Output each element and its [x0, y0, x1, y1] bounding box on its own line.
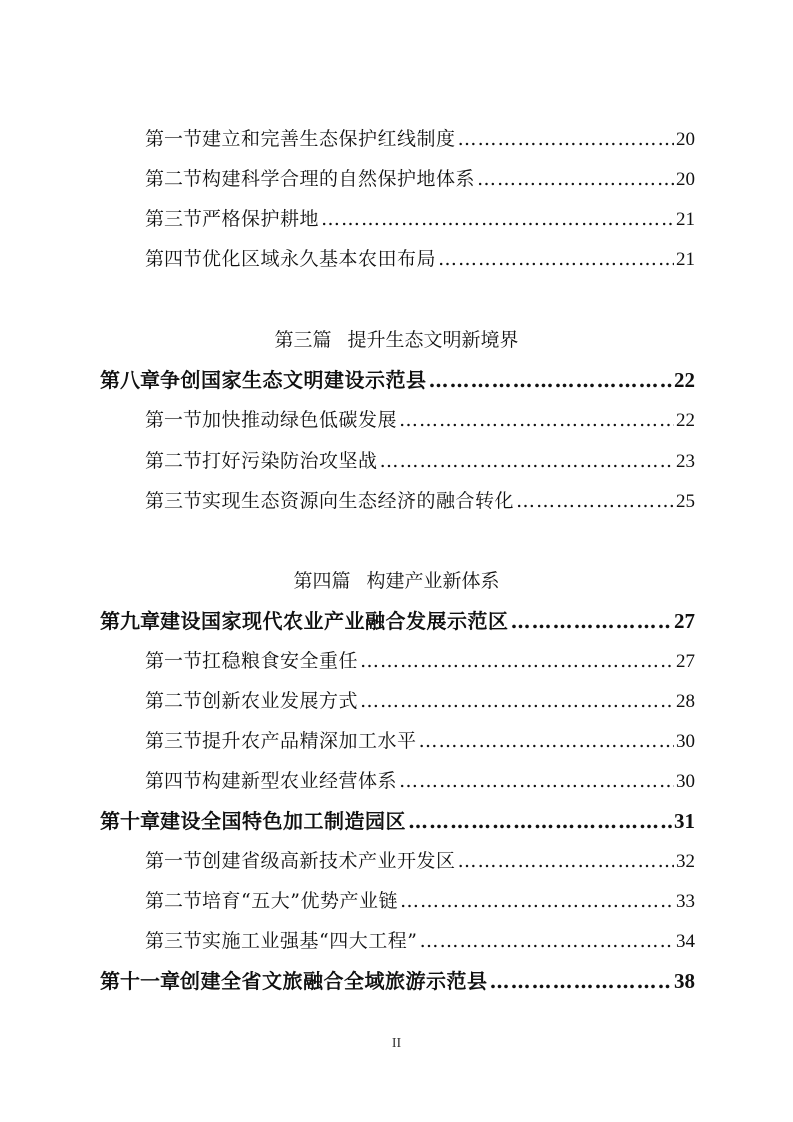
page-number: 31 [674, 809, 695, 833]
page-number: 32 [676, 851, 695, 872]
section-number: 第一节 [145, 128, 203, 150]
page-footer-number: II [391, 1036, 402, 1051]
chapter-number: 第十一章 [100, 969, 180, 993]
section-title: 构建新型农业经营体系 [202, 770, 398, 792]
leader-dots [477, 168, 674, 190]
section-title: 建立和完善生态保护红线制度 [202, 128, 456, 150]
section-number: 第二节 [145, 450, 203, 472]
section-number: 第三节 [145, 208, 203, 230]
chapter-number: 第九章 [100, 609, 160, 633]
page-number: 22 [676, 410, 695, 431]
toc-entry[interactable] [145, 886, 695, 913]
section-number: 第三节 [145, 490, 203, 512]
part-heading [0, 566, 793, 593]
leader-dots [458, 850, 674, 872]
chapter-title: 建设全国特色加工制造园区 [160, 809, 406, 833]
page-number: 38 [674, 969, 695, 993]
chapter-title: 建设国家现代农业产业融合发展示范区 [160, 609, 509, 633]
leader-dots [419, 930, 674, 952]
chapter-number: 第八章 [100, 368, 160, 392]
section-number: 第三节 [145, 730, 203, 752]
leader-dots [429, 368, 673, 392]
page-number: 21 [676, 209, 695, 230]
page-number: 20 [676, 169, 695, 190]
leader-dots [516, 490, 674, 512]
page-number: 21 [676, 249, 695, 270]
section-number: 第四节 [145, 770, 203, 792]
part-number: 第四篇 [293, 570, 351, 592]
section-title: 实施工业强基“四大工程” [202, 930, 418, 952]
part-heading [0, 325, 793, 352]
section-number: 第三节 [145, 930, 203, 952]
section-number: 第一节 [145, 409, 203, 431]
page-number: 25 [676, 491, 695, 512]
chapter-title: 创建全省文旅融合全域旅游示范县 [180, 969, 488, 993]
leader-dots [399, 409, 674, 431]
leader-dots [511, 609, 673, 633]
section-title: 实现生态资源向生态经济的融合转化 [202, 490, 515, 512]
leader-dots [380, 450, 674, 472]
page-number: 30 [676, 731, 695, 752]
section-title: 严格保护耕地 [202, 208, 320, 230]
page-number: 20 [676, 129, 695, 150]
leader-dots [400, 890, 674, 912]
toc-entry[interactable] [145, 446, 695, 473]
page-number: 30 [676, 771, 695, 792]
leader-dots [438, 248, 674, 270]
leader-dots [399, 770, 674, 792]
section-number: 第二节 [145, 168, 203, 190]
toc-chapter[interactable] [100, 605, 695, 634]
toc-chapter[interactable] [100, 965, 695, 994]
page-number: 27 [674, 609, 695, 633]
page-number: 34 [676, 931, 695, 952]
page-number: 28 [676, 691, 695, 712]
section-number: 第一节 [145, 850, 203, 872]
section-number: 第二节 [145, 690, 203, 712]
section-title: 加快推动绿色低碳发展 [202, 409, 398, 431]
toc-entry[interactable] [145, 486, 695, 513]
section-title: 创新农业发展方式 [202, 690, 359, 712]
toc-entry[interactable] [145, 686, 695, 713]
page-number: 23 [676, 451, 695, 472]
part-title: 提升生态文明新境界 [347, 329, 519, 351]
section-title: 创建省级高新技术产业开发区 [202, 850, 456, 872]
toc-entry[interactable] [145, 646, 695, 673]
page-number: 22 [674, 368, 695, 392]
part-number: 第三篇 [274, 329, 332, 351]
section-title: 构建科学合理的自然保护地体系 [202, 168, 476, 190]
toc-entry[interactable] [145, 846, 695, 873]
toc-entry[interactable] [145, 204, 695, 231]
toc-chapter[interactable] [100, 805, 695, 834]
toc-entry[interactable] [145, 926, 695, 953]
page-number: 33 [676, 891, 695, 912]
toc-entry[interactable] [145, 244, 695, 271]
toc-entry[interactable] [145, 726, 695, 753]
toc-entry[interactable] [145, 124, 695, 151]
section-title: 扛稳粮食安全重任 [202, 650, 359, 672]
part-title: 构建产业新体系 [366, 570, 500, 592]
leader-dots [360, 690, 674, 712]
leader-dots [458, 128, 674, 150]
toc-chapter[interactable] [100, 364, 695, 393]
leader-dots [321, 208, 674, 230]
section-number: 第四节 [145, 248, 203, 270]
toc-entry[interactable] [145, 164, 695, 191]
leader-dots [419, 730, 674, 752]
section-number: 第二节 [145, 890, 203, 912]
chapter-title: 争创国家生态文明建设示范县 [160, 368, 427, 392]
toc-entry[interactable] [145, 405, 695, 432]
page-number: 27 [676, 651, 695, 672]
chapter-number: 第十章 [100, 809, 160, 833]
leader-dots [490, 969, 673, 993]
section-title: 打好污染防治攻坚战 [202, 450, 378, 472]
section-title: 优化区域永久基本农田布局 [202, 248, 437, 270]
toc-entry[interactable] [145, 766, 695, 793]
leader-dots [360, 650, 674, 672]
section-title: 培育“五大”优势产业链 [202, 890, 398, 912]
section-number: 第一节 [145, 650, 203, 672]
leader-dots [408, 809, 672, 833]
section-title: 提升农产品精深加工水平 [202, 730, 417, 752]
